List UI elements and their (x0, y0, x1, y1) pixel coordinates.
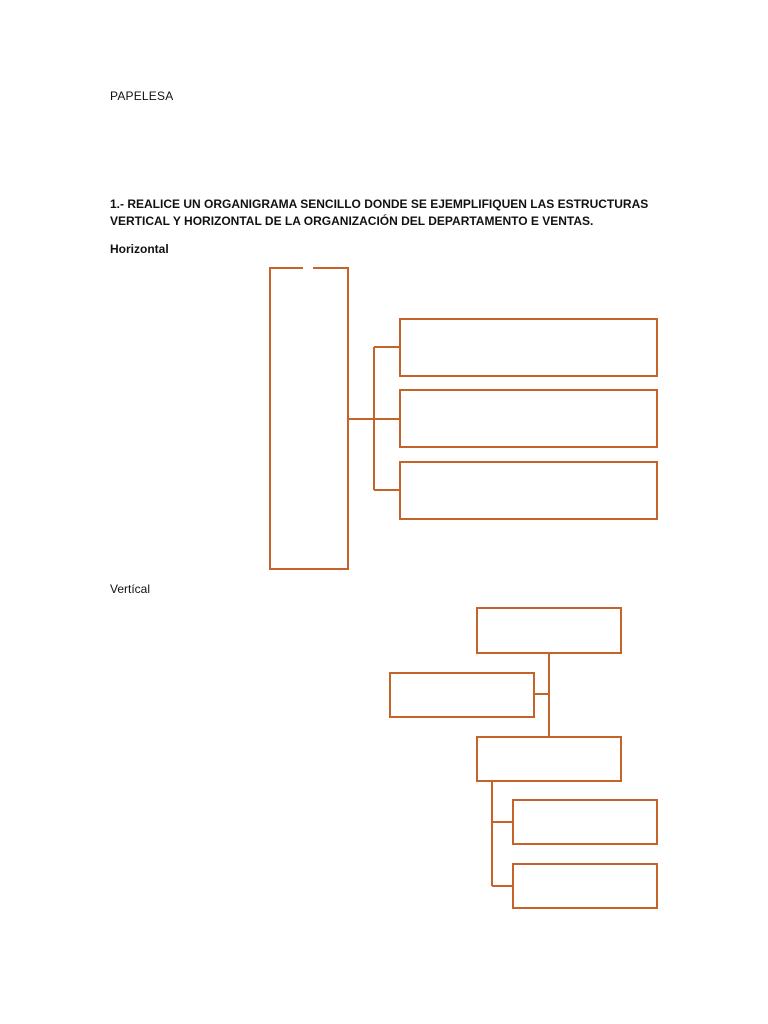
vertical-bottom-box-2 (513, 864, 657, 908)
question-line-2: VERTICAL Y HORIZONTAL DE LA ORGANIZACIÓN DEL DEPARTAMENTO E VENTAS. (110, 214, 594, 228)
horizontal-section-label: Horizontal (110, 242, 169, 256)
vertical-side-box (390, 673, 534, 717)
vertical-bottom-box-1 (513, 800, 657, 844)
vertical-top-box (477, 608, 621, 653)
vertical-connector-lower-branches (492, 822, 513, 886)
document-title: PAPELESA (110, 89, 174, 103)
vertical-section-label: Vertícal (110, 582, 151, 596)
question-line-1: 1.- REALICE UN ORGANIGRAMA SENCILLO DONDE SE EJEMPLIFIQUEN LAS ESTRUCTURAS (110, 197, 649, 211)
vertical-middle-box (477, 737, 621, 781)
